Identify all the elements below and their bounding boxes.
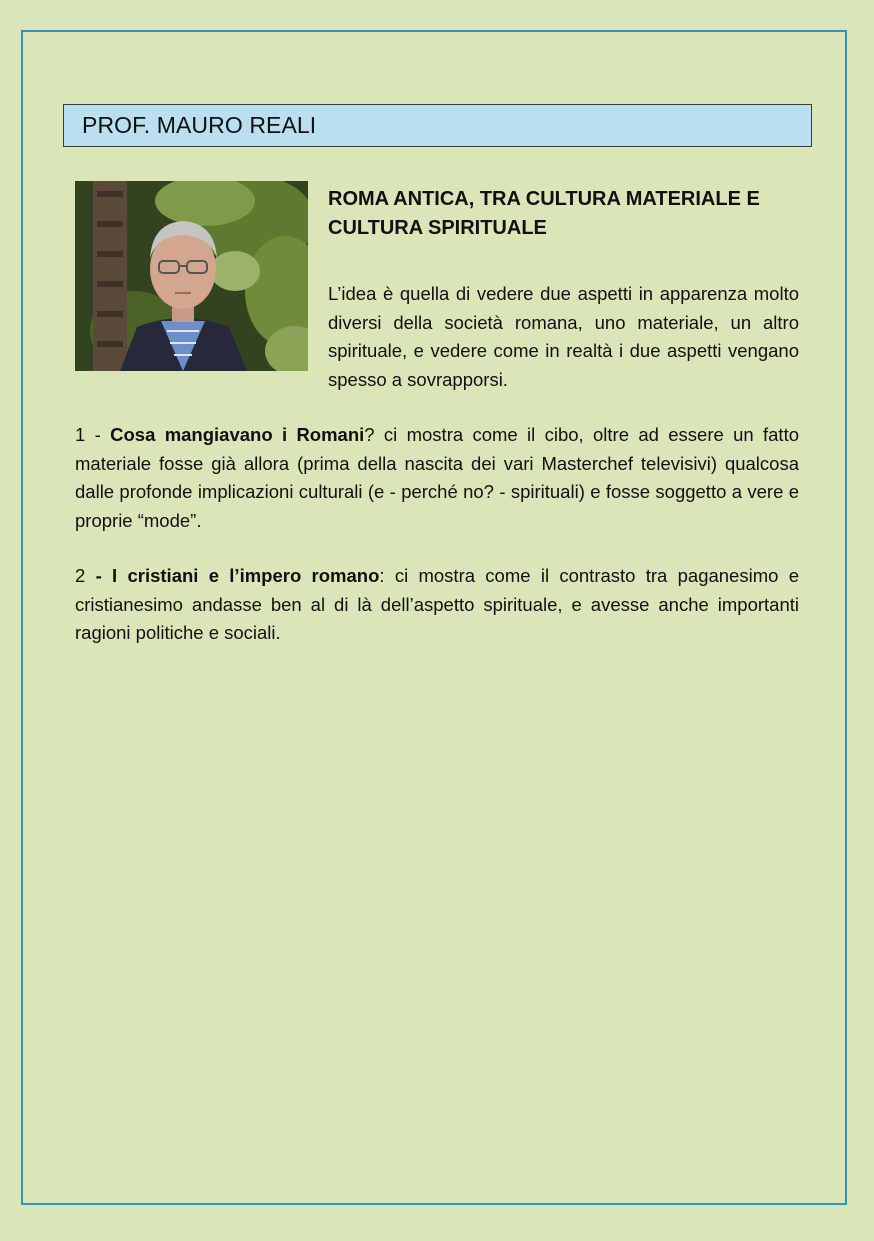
topic-paragraph-2 (75, 562, 799, 648)
speaker-header (63, 104, 812, 147)
lecture-content (75, 181, 799, 648)
speaker-portrait-icon (75, 181, 308, 371)
topic-description: : ci mostra come il contrasto tra paganesimo e cristianesimo andasse ben al di là dell’aspetto spirituale, e avesse anche importanti ragioni politiche e sociali. (75, 565, 799, 643)
topic-description: ? ci mostra come il cibo, oltre ad essere un fatto materiale fosse già allora (prima della nascita dei vari Masterchef televisivi) qualcosa dalle profonde implicazioni culturali (e - perché no? - spirituali) e fosse soggetto a vere e proprie “mode”. (75, 424, 800, 531)
topic-title: Cosa mangiavano i Romani (110, 424, 365, 445)
topic-title: - I cristiani e l’impero romano (95, 565, 380, 586)
speaker-photo (75, 181, 308, 371)
speaker-name: PROF. MAURO REALI (82, 112, 317, 138)
topic-paragraph-1 (75, 421, 799, 535)
topic-number: 1 - (75, 424, 111, 445)
lecture-intro: L’idea è quella di vedere due aspetti in apparenza molto diversi della società romana, uno materiale, un altro spirituale, e vedere come in realtà i due aspetti vengano spesso a sovrapporsi. (328, 283, 799, 390)
topic-number: 2 (75, 565, 96, 586)
lecture-title: ROMA ANTICA, TRA CULTURA MATERIALE E CULTURA SPIRITUALE (328, 188, 760, 239)
